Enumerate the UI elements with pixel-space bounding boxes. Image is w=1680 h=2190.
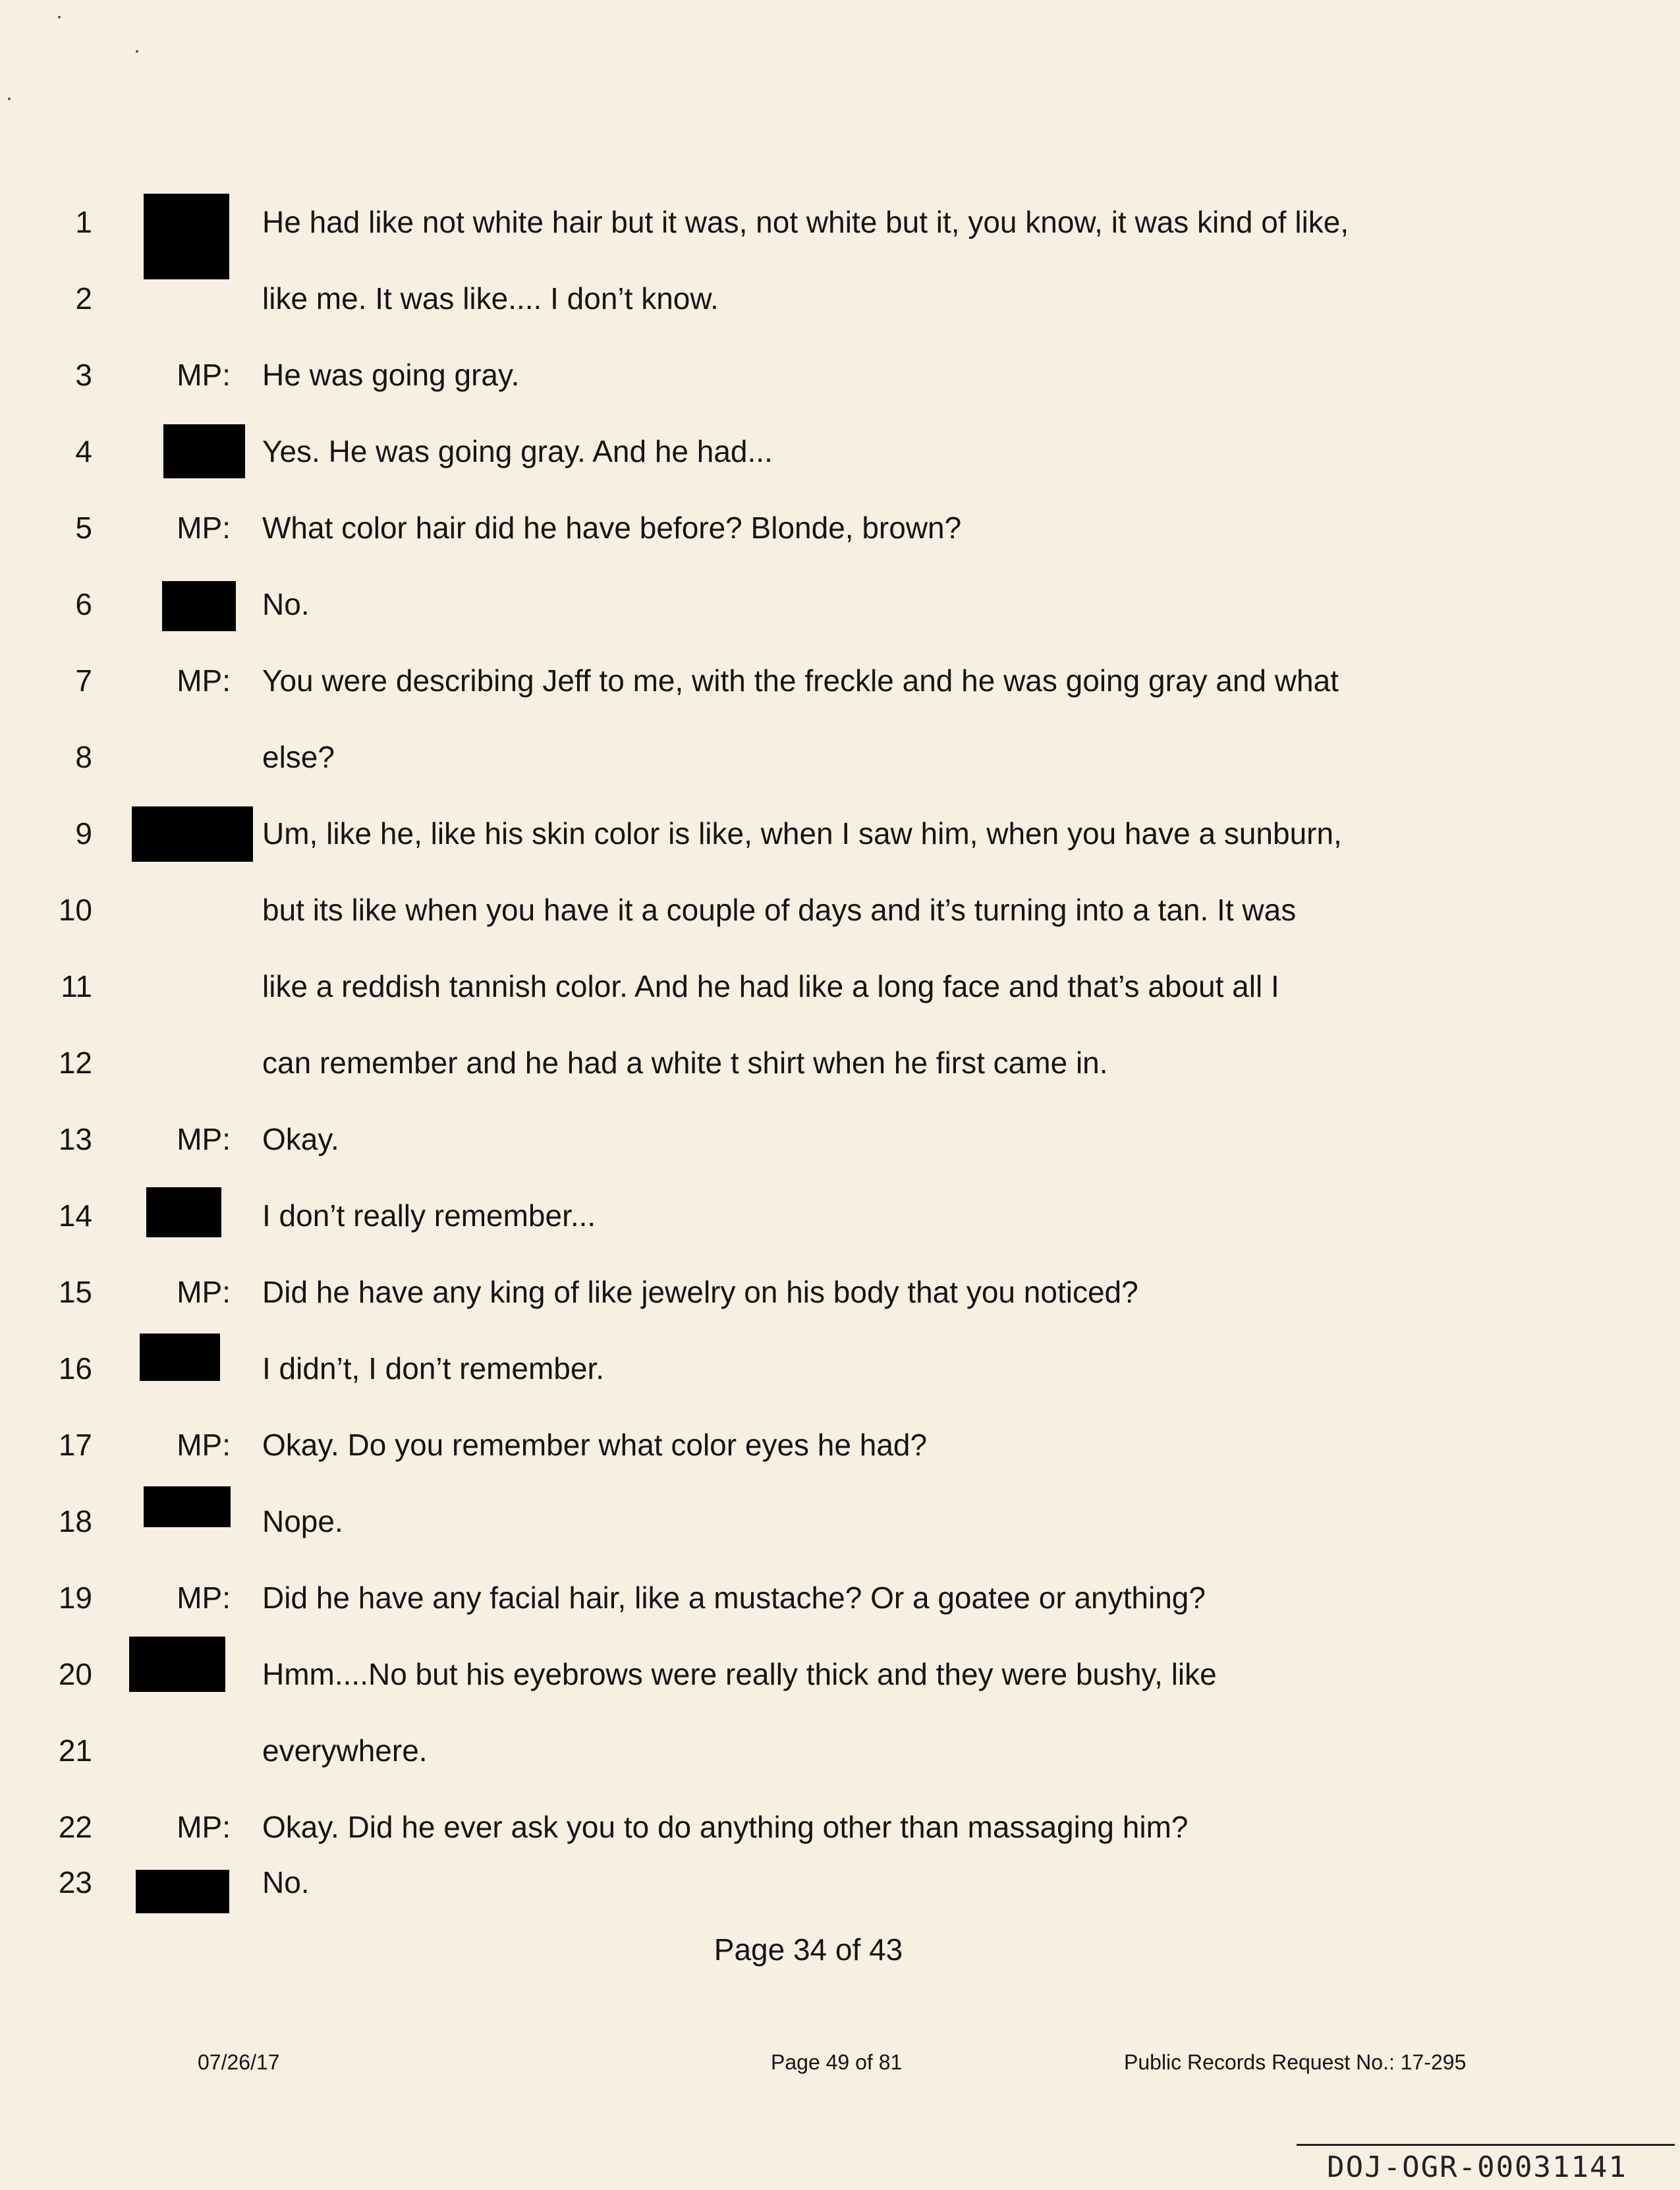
line-text: but its like when you have it a couple of days and it’s turning into a tan. It was bbox=[262, 893, 1297, 927]
line-number: 11 bbox=[61, 969, 92, 1003]
speaker-label: MP: bbox=[177, 511, 231, 545]
scan-speck bbox=[8, 98, 11, 100]
line-text: Um, like he, like his skin color is like, when I saw him, when you have a sunburn, bbox=[262, 816, 1342, 851]
line-text: Okay. Do you remember what color eyes he had? bbox=[262, 1428, 928, 1462]
line-text: Did he have any facial hair, like a mustache? Or a goatee or anything? bbox=[262, 1581, 1206, 1615]
speaker-label: MP: bbox=[177, 358, 231, 392]
redaction-box bbox=[144, 1486, 231, 1527]
line-number: 1 bbox=[75, 205, 92, 239]
line-number: 22 bbox=[58, 1810, 92, 1844]
bates-divider bbox=[1297, 2144, 1675, 2146]
line-text: No. bbox=[262, 1865, 310, 1899]
line-number: 3 bbox=[75, 358, 92, 392]
line-number: 2 bbox=[75, 281, 92, 316]
footer-page-number: Page 49 of 81 bbox=[771, 2050, 903, 2074]
line-text: Okay. Did he ever ask you to do anything other than massaging him? bbox=[262, 1810, 1189, 1844]
line-number: 12 bbox=[58, 1046, 92, 1080]
line-text: What color hair did he have before? Blonde, brown? bbox=[262, 511, 962, 545]
redaction-box bbox=[136, 1870, 229, 1913]
transcript-line bbox=[0, 1484, 1680, 1559]
transcript-line bbox=[0, 1254, 1680, 1330]
transcript-line bbox=[0, 337, 1680, 412]
line-number: 6 bbox=[75, 587, 92, 621]
transcript-page-number: Page 34 of 43 bbox=[714, 1932, 903, 1967]
line-number: 23 bbox=[58, 1865, 92, 1899]
line-text: can remember and he had a white t shirt when he first came in. bbox=[262, 1046, 1108, 1080]
line-number: 9 bbox=[75, 816, 92, 851]
transcript-line bbox=[0, 414, 1680, 489]
speaker-label: MP: bbox=[177, 1275, 231, 1309]
scan-speck bbox=[136, 50, 138, 53]
line-number: 19 bbox=[58, 1581, 92, 1615]
line-number: 16 bbox=[58, 1351, 92, 1386]
line-number: 8 bbox=[75, 740, 92, 774]
transcript-line bbox=[0, 184, 1680, 260]
redaction-box bbox=[162, 581, 236, 631]
transcript-line bbox=[0, 719, 1680, 795]
line-number: 17 bbox=[58, 1428, 92, 1462]
transcript-line bbox=[0, 796, 1680, 871]
transcript-line bbox=[0, 643, 1680, 718]
transcript-line bbox=[0, 261, 1680, 336]
line-text: like a reddish tannish color. And he had like a long face and that’s about all I bbox=[262, 969, 1279, 1003]
line-text: Okay. bbox=[262, 1122, 339, 1156]
line-text: Did he have any king of like jewelry on his body that you noticed? bbox=[262, 1275, 1138, 1309]
line-text: everywhere. bbox=[262, 1733, 428, 1768]
footer-date: 07/26/17 bbox=[198, 2050, 280, 2074]
line-text: like me. It was like.... I don’t know. bbox=[262, 281, 719, 316]
transcript-line bbox=[0, 1845, 1680, 1920]
line-number: 20 bbox=[58, 1657, 92, 1691]
line-number: 14 bbox=[58, 1198, 92, 1233]
line-number: 21 bbox=[58, 1733, 92, 1768]
redaction-box bbox=[129, 1637, 225, 1692]
line-number: 18 bbox=[58, 1504, 92, 1538]
redaction-box bbox=[132, 806, 253, 862]
transcript-line bbox=[0, 490, 1680, 565]
redaction-box bbox=[140, 1334, 220, 1381]
speaker-label: MP: bbox=[177, 663, 231, 698]
line-number: 10 bbox=[58, 893, 92, 927]
transcript-line bbox=[0, 1407, 1680, 1482]
scan-speck bbox=[58, 16, 61, 18]
redaction-box bbox=[146, 1187, 221, 1237]
line-number: 7 bbox=[75, 663, 92, 698]
speaker-label: MP: bbox=[177, 1428, 231, 1462]
bates-number: DOJ-OGR-00031141 bbox=[1327, 2150, 1627, 2184]
transcript-line bbox=[0, 1713, 1680, 1788]
transcript-line bbox=[0, 1025, 1680, 1100]
line-text: Yes. He was going gray. And he had... bbox=[262, 434, 773, 468]
transcript-line bbox=[0, 1102, 1680, 1177]
speaker-label: MP: bbox=[177, 1581, 231, 1615]
transcript-line bbox=[0, 949, 1680, 1024]
transcript-line bbox=[0, 872, 1680, 947]
speaker-label: MP: bbox=[177, 1122, 231, 1156]
transcript-line bbox=[0, 1178, 1680, 1253]
line-text: I don’t really remember... bbox=[262, 1198, 596, 1233]
transcript-line bbox=[0, 1637, 1680, 1712]
transcript-line bbox=[0, 1331, 1680, 1406]
line-text: I didn’t, I don’t remember. bbox=[262, 1351, 605, 1386]
line-number: 13 bbox=[58, 1122, 92, 1156]
line-number: 5 bbox=[75, 511, 92, 545]
line-text: He was going gray. bbox=[262, 358, 520, 392]
line-text: No. bbox=[262, 587, 310, 621]
line-number: 4 bbox=[75, 434, 92, 468]
speaker-label: MP: bbox=[177, 1810, 231, 1844]
line-text: You were describing Jeff to me, with the freckle and he was going gray and what bbox=[262, 663, 1339, 698]
line-number: 15 bbox=[58, 1275, 92, 1309]
line-text: Nope. bbox=[262, 1504, 343, 1538]
redaction-box bbox=[163, 424, 245, 478]
line-text: He had like not white hair but it was, not white but it, you know, it was kind of like, bbox=[262, 205, 1349, 239]
transcript-line bbox=[0, 1560, 1680, 1635]
line-text: else? bbox=[262, 740, 335, 774]
footer-records-request: Public Records Request No.: 17-295 bbox=[1124, 2050, 1467, 2074]
transcript-line bbox=[0, 567, 1680, 642]
line-text: Hmm....No but his eyebrows were really thick and they were bushy, like bbox=[262, 1657, 1217, 1691]
